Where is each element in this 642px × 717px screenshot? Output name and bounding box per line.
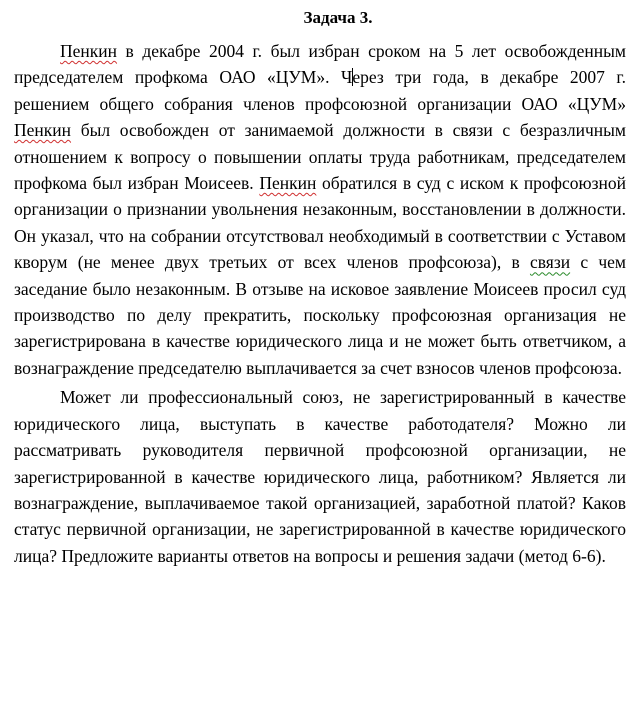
misspelled-word: Пенкин <box>60 41 118 61</box>
misspelled-word: Пенкин <box>259 173 317 194</box>
questions-paragraph: Может ли профессиональный союз, не зарегистрированный в качестве юридического лица, выступать в качестве работодателя? Можно ли рассматривать руководителя первичной профсоюзной организации, не зарегистрированной в качестве юридического лица, работником? Является ли вознаграждение, выплачиваемое такой организацией, заработной платой? Каков статус первичной организации, не зарегистрированной в качестве юридического лица? Предложите варианты ответов на вопросы и решения задачи (метод 6-6). <box>14 387 626 566</box>
text-run: с чем заседание было незаконным. В отзыве на исковое заявление Моисеев просил суд производство по делу прекратить, поскольку профсоюзная организация не зарегистрирована в качестве юридического лица и не может быть ответчиком, а вознаграждение председателю выплачивается за счет взносов членов профсоюза. <box>14 252 626 378</box>
text-run: был освобожден от занимаемой должности в связи с безразличным отношением к вопросу о повышении оплаты труда работникам, председателем профкома был избран Моисеев. <box>14 120 626 194</box>
text-run: обратился в суд с иском к профсоюзной организации о признании увольнения незаконным, восстановлении в должности. Он указал, что на собрании отсутствовал необходимый в соответствии с Уставом кворум (не менее двух третьих от всех членов профсоюза), в <box>14 173 627 273</box>
misspelled-word: Пенкин <box>14 120 72 141</box>
document-page <box>14 6 626 569</box>
task-paragraph <box>14 38 626 381</box>
grammar-flagged-word: связи <box>529 252 571 273</box>
text-run: в декабре 2004 г. был избран сроком на 5 лет освобожденным председателем профкома ОАО «ЦУМ». Ч <box>14 41 626 88</box>
task-title: Задача 3. <box>303 8 373 27</box>
text-run: ерез три года, в декабре 2007 г. решением общего собрания членов профсоюзной организации ОАО «ЦУМ» <box>14 67 626 114</box>
